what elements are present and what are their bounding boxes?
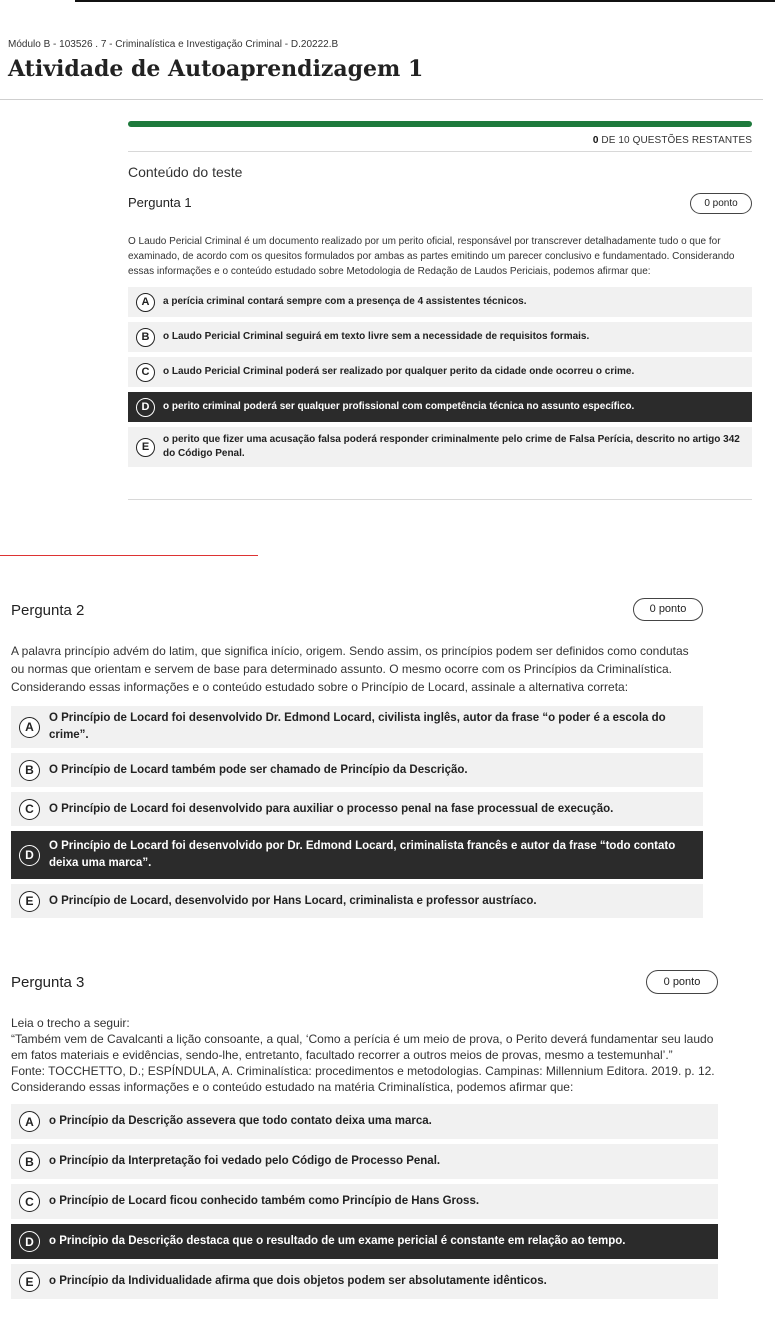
option-text: o perito criminal poderá ser qualquer profissional com competência técnica no assunto específico. [163,401,635,412]
option-letter: B [136,328,155,347]
option-d[interactable] [11,1224,718,1259]
option-d[interactable] [128,392,752,422]
option-letter: B [19,760,40,781]
question-paragraph: Leia o trecho a seguir: [11,1016,130,1030]
option-text: O Princípio de Locard também pode ser chamado de Princípio da Descrição. [49,763,468,776]
question-title: Pergunta 3 [11,974,85,991]
option-e[interactable] [11,884,703,918]
question-paragraph: Considerando essas informações e o conteúdo estudado na matéria Criminalística, podemos afirmar que: [11,1080,574,1094]
option-text: o Princípio de Locard ficou conhecido também como Princípio de Hans Gross. [49,1195,480,1207]
question-paragraph: “Também vem de Cavalcanti a lição consoante, a qual, ‘Como a perícia é um meio de prova, o Perito deverá fundamentar seu laudo em fatos materiais e evidências, sendo-lhe, entretanto, facultado recorrer a outros meios de provas, mesmo a testemunhal’.” [11,1032,714,1062]
content-title: Conteúdo do teste [128,164,243,180]
option-text: a perícia criminal contará sempre com a presença de 4 assistentes técnicos. [163,296,527,307]
option-text: O Princípio de Locard foi desenvolvido Dr. Edmond Locard, civilista inglês, autor da frase “o poder é a escola do crime”. [49,712,666,741]
question-header [128,193,752,219]
option-letter: E [19,1271,40,1292]
question-divider [128,499,752,500]
option-letter: D [19,845,40,866]
points-badge: 0 ponto [690,193,752,214]
option-c[interactable] [128,357,752,387]
option-letter: A [19,717,40,738]
question-paragraph: O Laudo Pericial Criminal é um documento realizado por um perito oficial, responsável por transcrever detalhadamente tudo o que for examinado, de acordo com os quesitos formulados por ambas as partes emitindo um parecer conclusivo e fundamentado. Considerando essas informações e o conteúdo estudado sobre Metodologia de Redação de Laudos Periciais, podemos afirmar que: [128,236,735,277]
question-paragraph: A palavra princípio advém do latim, que significa início, origem. Sendo assim, os princípios podem ser definidos como condutas ou normas que orientam e servem de base para determinado assunto. O mesmo ocorre com os Princípios da Criminalística. Considerando essas informações e o conteúdo estudado sobre o Princípio de Locard, assinale a alternativa correta: [11,644,689,694]
option-letter: D [19,1231,40,1252]
option-c[interactable] [11,792,703,826]
option-text: o Princípio da Individualidade afirma que dois objetos podem ser absolutamente idênticos. [49,1275,547,1287]
top-divider [75,0,775,2]
option-b[interactable] [11,753,703,787]
option-e[interactable] [11,1264,718,1299]
remaining-label: DE 10 QUESTÕES RESTANTES [598,135,752,146]
option-letter: A [136,293,155,312]
option-a[interactable] [11,1104,718,1139]
option-letter: E [136,438,155,457]
option-letter: B [19,1151,40,1172]
question-paragraph: Fonte: TOCCHETTO, D.; ESPÍNDULA, A. Criminalística: procedimentos e metodologias. Campinas: Millennium Editora. 2019. p. 12. [11,1064,715,1078]
breadcrumb: Módulo B - 103526 . 7 - Criminalística e Investigação Criminal - D.20222.B [8,39,339,50]
question-title: Pergunta 1 [128,195,192,210]
progress-bar [128,121,752,127]
header-divider [0,99,763,100]
remaining-count: 0 [592,135,599,146]
option-letter: C [19,1191,40,1212]
option-letter: D [136,398,155,417]
question-2 [11,598,703,923]
points-badge: 0 ponto [633,598,703,621]
page-title: Atividade de Autoaprendizagem 1 [8,56,424,82]
question-header [11,970,718,996]
progress-divider [128,151,752,152]
option-b[interactable] [128,322,752,352]
option-a[interactable] [11,706,703,748]
question-1 [128,193,752,472]
option-letter: A [19,1111,40,1132]
option-text: o perito que fizer uma acusação falsa poderá responder criminalmente pelo crime de Falsa Perícia, descrito no artigo 342 do Código Penal. [163,434,740,459]
option-letter: E [19,891,40,912]
red-divider [0,555,258,556]
option-text: o Princípio da Descrição destaca que o resultado de um exame pericial é constante em relação ao tempo. [49,1235,626,1247]
question-3 [11,970,718,1304]
option-text: O Princípio de Locard foi desenvolvido para auxiliar o processo penal na fase processual de execução. [49,802,614,815]
option-c[interactable] [11,1184,718,1219]
option-a[interactable] [128,287,752,317]
option-text: O Princípio de Locard, desenvolvido por Hans Locard, criminalista e professor austríaco. [49,894,537,907]
question-title: Pergunta 2 [11,602,85,619]
remaining-questions [593,135,752,146]
progress-fill [128,121,752,127]
option-text: O Princípio de Locard foi desenvolvido por Dr. Edmond Locard, criminalista francês e autor da frase “todo contato deixa uma marca”. [49,840,676,869]
option-d[interactable] [11,831,703,879]
option-text: o Laudo Pericial Criminal seguirá em texto livre sem a necessidade de requisitos formais. [163,331,590,342]
option-text: o Princípio da Interpretação foi vedado pelo Código de Processo Penal. [49,1155,441,1167]
question-text [11,1015,718,1095]
question-header [11,598,703,624]
option-text: o Laudo Pericial Criminal poderá ser realizado por qualquer perito da cidade onde ocorreu o crime. [163,366,635,377]
points-badge: 0 ponto [646,970,718,994]
option-b[interactable] [11,1144,718,1179]
option-e[interactable] [128,427,752,467]
option-letter: C [19,799,40,820]
question-text [11,642,703,696]
option-letter: C [136,363,155,382]
question-text [128,234,752,279]
option-text: o Princípio da Descrição assevera que todo contato deixa uma marca. [49,1115,432,1127]
